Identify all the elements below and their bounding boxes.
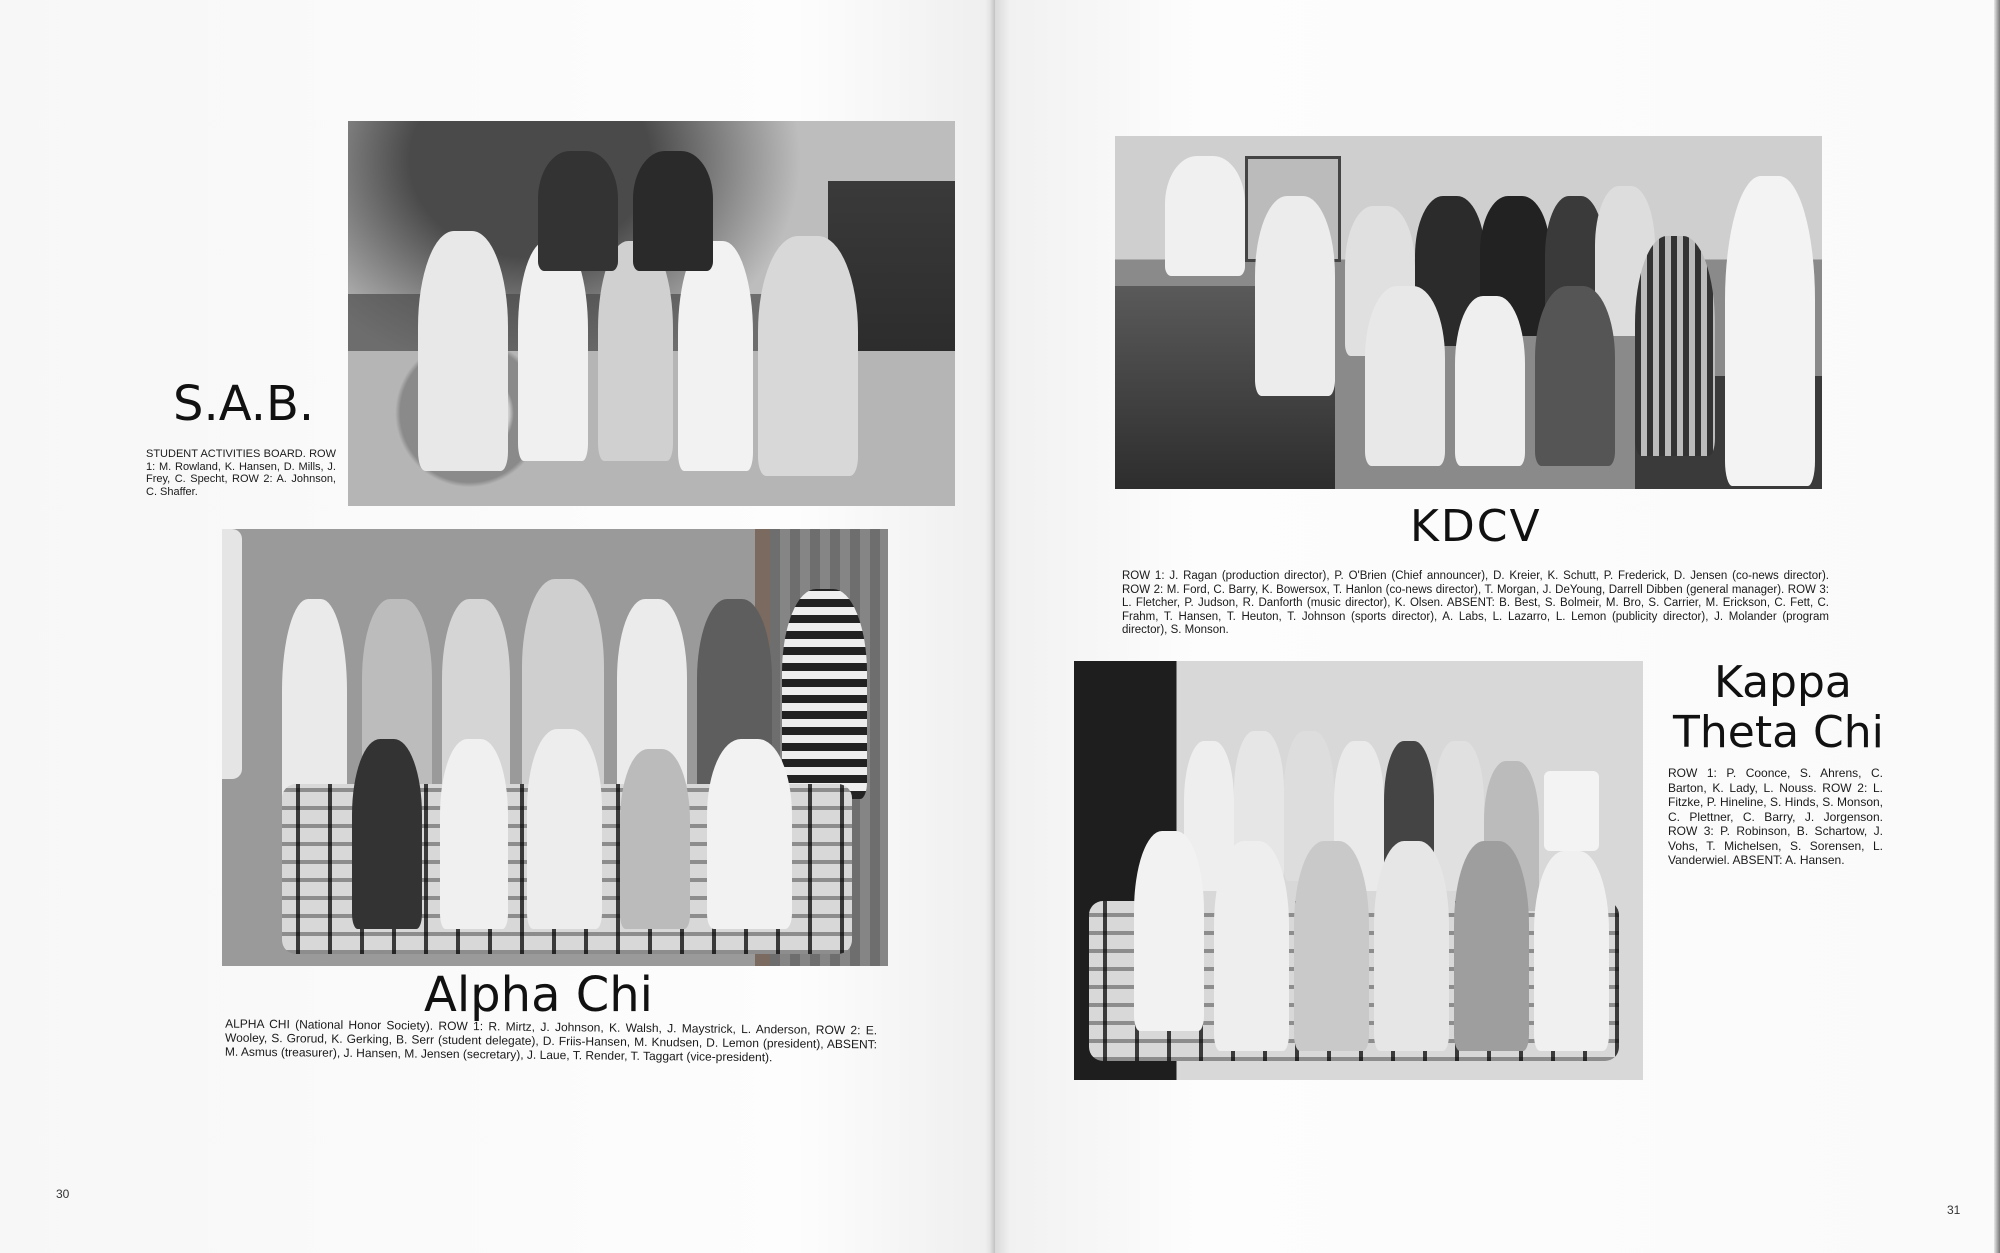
kdcv-group-photo xyxy=(1115,136,1822,489)
kdcv-title: KDCV xyxy=(1410,501,1542,552)
left-page xyxy=(0,0,995,1253)
alpha-chi-title: Alpha Chi xyxy=(424,967,654,1023)
kappa-theta-chi-title-line1: Kappa xyxy=(1714,657,1852,708)
kappa-theta-chi-title-line2: Theta Chi xyxy=(1673,707,1884,758)
kappa-theta-chi-caption: ROW 1: P. Coonce, S. Ahrens, C. Barton, K. Lady, L. Nouss. ROW 2: L. Fitzke, P. Hineline, S. Hinds, S. Monson, C. Plettner, C. Barry, J. Jorgenson. ROW 3: P. Robinson, B. Schartow, J. Vohs, T. Michelsen, S. Sorensen, L. Vanderwiel. ABSENT: A. Hansen. xyxy=(1668,766,1883,867)
left-page-number: 30 xyxy=(56,1187,70,1201)
kdcv-caption: ROW 1: J. Ragan (production director), P. O'Brien (Chief announcer), D. Kreier, K. Schutt, P. Frederick, D. Jensen (co-news director). ROW 2: M. Ford, C. Barry, K. Bowersox, T. Hanlon (co-news director), T. Morgan, J. DeYoung, Darrell Dibben (general manager). ROW 3: L. Fletcher, P. Judson, R. Danforth (music director), K. Olsen. ABSENT: B. Best, S. Bolmeir, M. Bro, S. Carrier, M. Erickson, C. Fett, C. Frahm, T. Hansen, T. Heuton, T. Johnson (sports director), A. Labs, L. Lazarro, L. Lemon (publicity director), J. Molander (program director), S. Monson. xyxy=(1122,570,1829,636)
sab-group-photo xyxy=(348,121,955,506)
sab-title: S.A.B. xyxy=(173,376,315,432)
right-page xyxy=(995,0,2000,1253)
kappa-theta-chi-group-photo xyxy=(1074,661,1643,1080)
alpha-chi-caption: ALPHA CHI (National Honor Society). ROW 1: R. Mirtz, J. Johnson, K. Walsh, J. Maystrick, L. Anderson, ROW 2: E. Wooley, S. Grorud, K. Gerking, B. Serr (student delegate), D. Friis-Hansen, M. Knudsen, D. Lemon (president), ABSENT: M. Asmus (treasurer), J. Hansen, M. Jensen (secretary), J. Laue, T. Render, T. Taggart (vice-president). xyxy=(224,1016,878,1065)
right-page-number: 31 xyxy=(1947,1203,1961,1217)
alpha-chi-group-photo xyxy=(222,529,888,966)
sab-caption: STUDENT ACTIVITIES BOARD. ROW 1: M. Rowland, K. Hansen, D. Mills, J. Frey, C. Specht, ROW 2: A. Johnson, C. Shaffer. xyxy=(146,448,336,498)
page-edge xyxy=(1994,0,2000,1253)
